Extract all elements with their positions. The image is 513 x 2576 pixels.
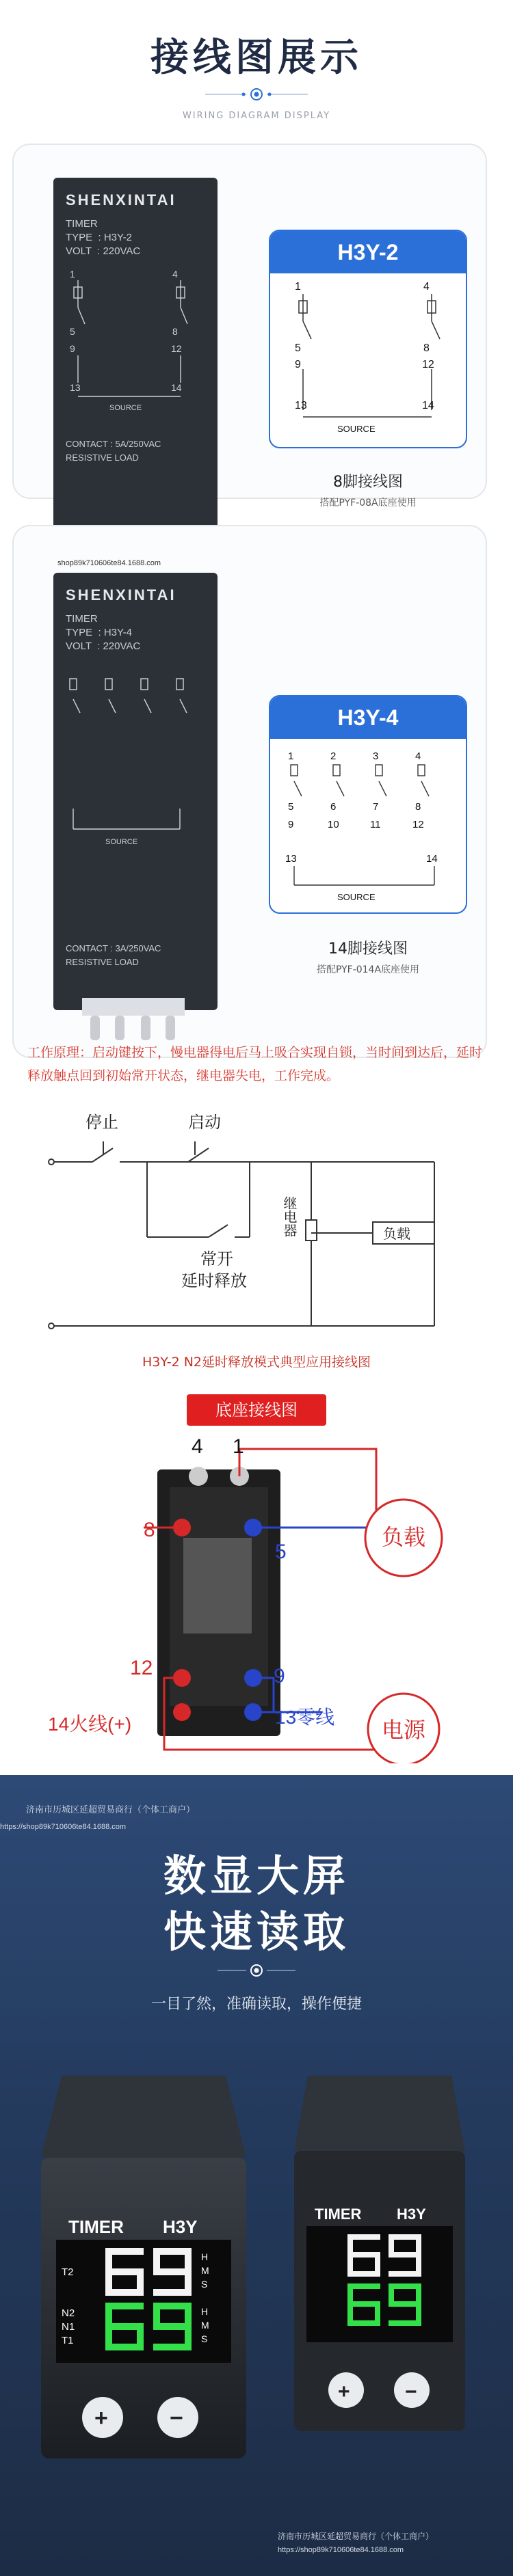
- label-h: H: [201, 2251, 209, 2262]
- diagram2-pin-12: 12: [412, 819, 424, 830]
- diagram2-caption-sub: 搭配PYF-014A底座使用: [316, 964, 420, 975]
- diagram2-pin-3: 3: [373, 750, 379, 762]
- relay-contact: [66, 437, 161, 465]
- plus-button-label[interactable]: +: [338, 2381, 350, 2403]
- diagram2-pin-1: 1: [288, 750, 294, 762]
- diagram2-caption-main: 14脚接线图: [328, 940, 408, 958]
- shop-url-watermark-bottom: https://shop89k710606te84.1688.com: [278, 2546, 404, 2554]
- display-title-line1: 数显大屏: [163, 1851, 350, 1901]
- relay-spec: [66, 612, 140, 653]
- circuit-stop-label: 停止: [86, 1113, 118, 1132]
- wiring-diagram-h3y2: [269, 230, 467, 448]
- diagram2-caption: [269, 937, 467, 976]
- label-m2: M: [201, 2320, 209, 2331]
- page-title: 接线图展示: [150, 36, 363, 80]
- relay-load-type: RESISTIVE LOAD: [66, 452, 139, 463]
- diagram2-pin-8: 8: [415, 801, 421, 813]
- timer-device-right: [294, 2076, 465, 2431]
- label-s: S: [201, 2279, 208, 2290]
- base-pin-13-neutral: 13零线: [275, 1707, 335, 1728]
- display-subtitle: 一目了然，准确读取，操作便捷: [150, 1996, 362, 2013]
- section-header: [0, 0, 513, 137]
- relay-pin-4: 4: [172, 269, 178, 280]
- diagram2-pin-4: 4: [415, 750, 421, 762]
- diagram2-pin-5: 5: [288, 801, 294, 813]
- diagram1-pin-9: 9: [295, 359, 301, 370]
- diagram1-pin-1: 1: [295, 281, 301, 293]
- label-s2: S: [201, 2333, 208, 2344]
- circuit-delay-release-label: 延时释放: [181, 1271, 247, 1290]
- relay-load-type: RESISTIVE LOAD: [66, 957, 139, 967]
- relay-pin-8: 8: [172, 326, 178, 337]
- circuit-caption: H3Y-2 N2延时释放模式典型应用接线图: [142, 1355, 371, 1370]
- diagram1-pin-5: 5: [295, 342, 301, 354]
- device-timer-label: TIMER: [68, 2216, 124, 2237]
- wiring-diagram-h3y4: [269, 695, 467, 914]
- diagram1-pin-8: 8: [423, 342, 430, 354]
- relay-volt: VOLT : 220VAC: [66, 245, 141, 257]
- relay-pin-12: 12: [171, 343, 182, 354]
- shop-watermark-top: 济南市历城区延超贸易商行（个体工商户）: [26, 1804, 196, 1815]
- diagram1-caption-main: 8脚接线图: [333, 474, 403, 491]
- relay-pin-1: 1: [70, 269, 75, 280]
- relay-brand: SHENXINTAI: [66, 191, 176, 208]
- display-feature-section: [0, 1775, 513, 2576]
- diagram-title: H3Y-4: [270, 696, 466, 739]
- relay-contact: [66, 942, 161, 969]
- application-circuit-diagram: [38, 1100, 475, 1346]
- diagram1-pin-14: 14: [422, 400, 434, 411]
- device-model-label: H3Y: [397, 2206, 426, 2223]
- relay-pin-13: 13: [70, 382, 81, 393]
- minus-button-label[interactable]: −: [170, 2405, 183, 2431]
- relay-pin-14: 14: [171, 382, 182, 393]
- diagram1-pin-4: 4: [423, 281, 430, 293]
- relay-contact-rating: CONTACT : 3A/250VAC: [66, 943, 161, 953]
- base-load-label: 负载: [382, 1525, 426, 1549]
- relay-type: TYPE : H3Y-4: [66, 627, 132, 638]
- diagram2-pin-13: 13: [285, 853, 297, 865]
- diagram2-source: SOURCE: [337, 892, 376, 902]
- relay-h3y2: [53, 178, 218, 533]
- watermark-url: shop89k710606te84.1688.com: [57, 559, 161, 567]
- relay-spec: [66, 217, 140, 258]
- device-timer-label: TIMER: [315, 2206, 362, 2223]
- relay-h3y4: [53, 559, 218, 1010]
- wiring-diagram-8pin-icon: [270, 273, 466, 447]
- relay-source-label: SOURCE: [109, 404, 142, 412]
- minus-button-label[interactable]: −: [405, 2381, 417, 2403]
- diagram1-source: SOURCE: [337, 424, 376, 434]
- base-wiring-title: 底座接线图: [187, 1394, 326, 1426]
- label-t2: T2: [62, 2266, 74, 2278]
- diagram2-pin-11: 11: [370, 819, 381, 830]
- relay-pin-9: 9: [70, 343, 75, 354]
- circuit-relay-label: 继电器: [281, 1196, 298, 1237]
- title-decoration-icon: [212, 1964, 301, 1977]
- relay-pin-5: 5: [70, 326, 75, 337]
- diagram2-pin-9: 9: [288, 819, 294, 830]
- label-m: M: [201, 2265, 209, 2276]
- label-n1: N1: [62, 2321, 75, 2333]
- circuit-normally-open-label: 常开: [200, 1249, 233, 1269]
- label-t1: T1: [62, 2335, 74, 2346]
- base-pin-12: 12: [130, 1657, 153, 1679]
- shop-watermark-bottom: 济南市历城区延超贸易商行（个体工商户）: [278, 2532, 434, 2541]
- wiring-diagram-14pin-icon: [270, 739, 466, 912]
- base-pin-1: 1: [233, 1435, 244, 1458]
- relay-brand: SHENXINTAI: [66, 586, 176, 604]
- relay-circuit-icon: [63, 267, 208, 431]
- relay-circuit-icon: [63, 658, 208, 863]
- base-power-label: 电源: [382, 1718, 426, 1742]
- plus-button-label[interactable]: +: [94, 2405, 108, 2431]
- diagram2-pin-6: 6: [330, 801, 337, 813]
- relay-timer: TIMER: [66, 613, 98, 625]
- base-pin-9: 9: [274, 1665, 285, 1687]
- title-decoration-icon: [198, 87, 315, 101]
- shop-url-watermark-top: https://shop89k710606te84.1688.com: [0, 1823, 127, 1831]
- diagram-title: H3Y-2: [270, 231, 466, 273]
- device-model-label: H3Y: [163, 2216, 198, 2237]
- base-pin-5: 5: [275, 1541, 287, 1563]
- relay-timer: TIMER: [66, 218, 98, 230]
- timer-device-left: [41, 2076, 246, 2458]
- display-title-line2: 快速读取: [163, 1907, 350, 1957]
- diagram2-pin-7: 7: [373, 801, 379, 813]
- relay-pins-icon: [75, 998, 192, 1046]
- circuit-start-label: 启动: [188, 1113, 221, 1132]
- diagram2-pin-10: 10: [328, 819, 339, 830]
- page-subtitle: WIRING DIAGRAM DISPLAY: [182, 111, 331, 121]
- base-pin-4: 4: [192, 1435, 203, 1458]
- relay-volt: VOLT : 220VAC: [66, 640, 141, 652]
- diagram1-caption: [269, 470, 467, 509]
- relay-type: TYPE : H3Y-2: [66, 232, 132, 243]
- base-pin-14-live: 14火线(+): [48, 1713, 132, 1735]
- label-h2: H: [201, 2306, 209, 2317]
- label-n2: N2: [62, 2307, 75, 2319]
- diagram1-caption-sub: 搭配PYF-08A底座使用: [319, 498, 417, 509]
- base-pin-8: 8: [144, 1519, 155, 1541]
- base-wiring-diagram: [21, 1435, 499, 1763]
- circuit-load-label: 负载: [383, 1225, 410, 1242]
- relay-source-label: SOURCE: [105, 838, 138, 846]
- relay-contact-rating: CONTACT : 5A/250VAC: [66, 439, 161, 449]
- diagram2-pin-14: 14: [426, 853, 438, 865]
- diagram1-pin-13: 13: [295, 400, 307, 411]
- working-principle: 工作原理：启动键按下，慢电器得电后马上吸合实现自锁，当时间到达后，延时释放触点回到初始常开状态，继电器失电，工作完成。: [27, 1045, 483, 1083]
- diagram2-pin-2: 2: [330, 750, 337, 762]
- diagram1-pin-12: 12: [422, 359, 434, 370]
